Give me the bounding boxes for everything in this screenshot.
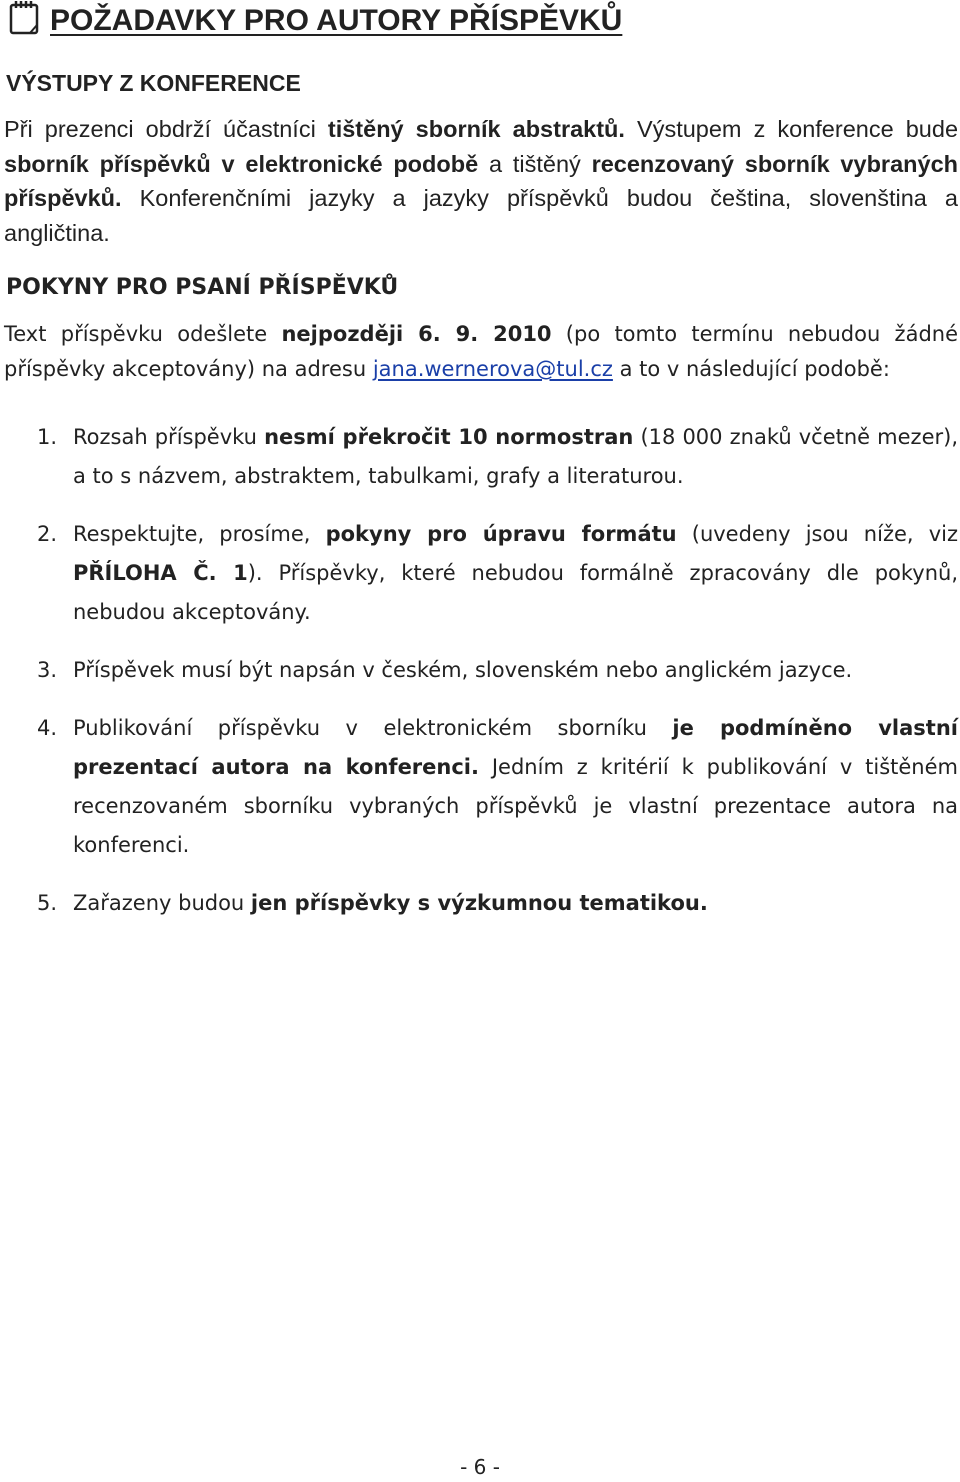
page-number: - 6 - — [460, 1455, 500, 1479]
list-number: 3. — [37, 658, 58, 682]
section-heading-outputs: VÝSTUPY Z KONFERENCE — [6, 70, 301, 96]
text-run: Respektujte, prosíme, — [73, 522, 326, 546]
text-run: a tištěný — [478, 150, 592, 177]
text-run: (uvedeny jsou níže, viz — [676, 522, 958, 546]
text-run: Výstupem z konference bude — [624, 116, 959, 142]
email-link[interactable]: jana.wernerova@tul.cz — [372, 357, 613, 381]
text-run: Jedním z kritérií k publikování v tištěném recenzovaném sborníku vybraných příspěvků je vlastní prezentace autora na konferenci. — [73, 755, 958, 857]
section-heading-instructions: POKYNY PRO PSANÍ PŘÍSPĚVKŮ — [6, 275, 399, 300]
list-number: 5. — [37, 891, 58, 915]
notepad-icon — [8, 0, 42, 43]
text-run: Příspěvek musí být napsán v českém, slovenském nebo anglickém jazyce. — [73, 658, 853, 682]
bold-text: pokyny pro úpravu formátu — [325, 522, 677, 546]
list-number: 4. — [37, 716, 58, 740]
list-number: 2. — [37, 522, 58, 546]
bold-text: PŘÍLOHA Č. 1 — [73, 561, 248, 585]
text-run: Při prezenci obdrží účastníci — [4, 116, 328, 142]
bold-text: sborník příspěvků v elektronické podobě — [4, 150, 479, 177]
list-item — [0, 884, 958, 923]
page-title — [8, 2, 622, 40]
list-item — [0, 709, 958, 865]
text-run: ). Příspěvky, které nebudou formálně zpracovány dle pokynů, nebudou akceptovány. — [73, 561, 959, 624]
text-run: (po tomto termínu nebudou žádné příspěvky akceptovány) na adresu — [4, 322, 958, 381]
paragraph-outputs — [4, 112, 958, 250]
bold-text: tištěný sborník abstraktů. — [327, 116, 625, 142]
list-item — [0, 515, 958, 632]
bold-text: nesmí překročit 10 normostran — [264, 425, 634, 449]
paragraph-instructions — [4, 317, 958, 387]
text-run: Konferenčními jazyky a jazyky příspěvků budou čeština, slovenština a angličtina. — [4, 185, 958, 246]
list-number: 1. — [37, 425, 58, 449]
text-run: (18 000 znaků včetně mezer), a to s názvem, abstraktem, tabulkami, grafy a literaturou. — [73, 425, 958, 488]
page-title-text: POŽADAVKY PRO AUTORY PŘÍSPĚVKŮ — [50, 4, 623, 37]
text-run: Rozsah příspěvku — [73, 425, 265, 449]
bold-text: je podmíněno vlastní prezentací autora na konferenci. — [73, 716, 958, 779]
list-item — [0, 418, 958, 496]
text-run: Publikování příspěvku v elektronickém sborníku — [73, 716, 673, 740]
bold-text: jen příspěvky s výzkumnou tematikou. — [250, 891, 708, 915]
deadline-text: nejpozději 6. 9. 2010 — [281, 322, 552, 346]
list-item — [0, 651, 958, 690]
text-run: Text příspěvku odešlete — [4, 322, 282, 346]
text-run: a to v následující podobě: — [612, 357, 890, 381]
bold-text: recenzovaný sborník vybraných příspěvků. — [4, 150, 958, 211]
requirements-list — [0, 418, 960, 923]
text-run: Zařazeny budou — [73, 891, 251, 915]
